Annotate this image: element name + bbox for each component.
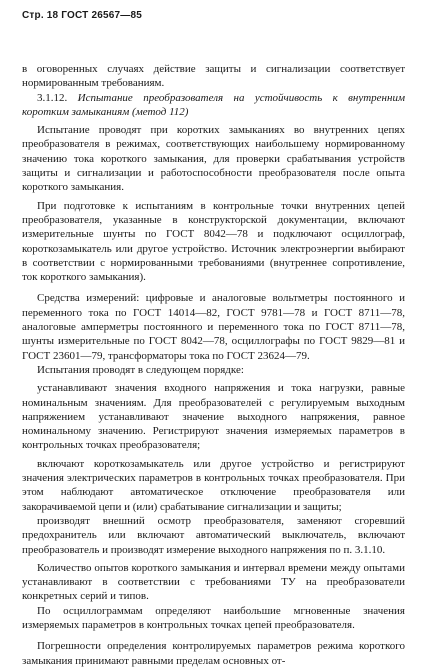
- paragraph-step-set-values: устанавливают значения входного напряжения и тока нагрузки, равные номинальным значениям. Для преобразователей с регулируемым выходным напряжением устанавливают значение выходного напряжения, равное номинальному значению. Регистрируют значения измеряемых параметров в контрольных точках преобразователя;: [22, 382, 405, 452]
- paragraph-test-purpose: Испытание проводят при коротких замыканиях во внутренних цепях преобразователя в режимах, соответствующих наибольшему нормированному значению тока короткого замыкания, для проверки срабатывания устройств защиты и сигнализации и работоспособности преобразователя после опыта короткого замыкания.: [22, 124, 405, 194]
- paragraph-preparation: При подготовке к испытаниям в контрольные точки внутренних цепей преобразователя, указанные в конструкторской документации, включают измерительные шунты по ГОСТ 8042—78 и подключают осциллограф, короткозамыкатель или другое устройство. Источник электроэнергии выбирают в соответствии с нормированными требованиями (внутреннее сопротивление, ток короткого замыкания).: [22, 199, 405, 284]
- paragraph-number-of-tests: Количество опытов короткого замыкания и интервал времени между опытами устанавливают в соответствии с требованиями ТУ на преобразователи конкретных серий и типов.: [22, 561, 405, 603]
- page-header: Стр. 18 ГОСТ 26567—85: [22, 10, 142, 21]
- section-title: Испытание преобразователя на устойчивость к внутренним коротким замыканиям (метод 112): [22, 91, 405, 118]
- paragraph-order: Испытания проводят в следующем порядке:: [37, 363, 244, 376]
- intro-paragraph: в оговоренных случаях действие защиты и сигнализации соответствует нормированным требованиям.: [22, 63, 405, 90]
- section-number: 3.1.12.: [37, 91, 68, 104]
- paragraph-errors: Погрешности определения контролируемых параметров режима короткого замыкания принимают равными пределам основных от-: [22, 640, 405, 667]
- paragraph-instruments: Средства измерений: цифровые и аналоговые вольтметры постоянного и переменного тока по ГОСТ 14014—82, ГОСТ 9781—78 и ГОСТ 8711—78, аналоговые амперметры постоянного и переменного тока по ГОСТ 8711—78, шунты измерительные по ГОСТ 8042—78, осциллографы по ГОСТ 9829—81 и ГОСТ 23601—79, трансформаторы тока по ГОСТ 23624—79.: [22, 292, 405, 362]
- paragraph-step-short-circuit: включают короткозамыкатель или другое устройство и регистрируют значения электрических параметров в контрольных точках преобразователя. При этом наблюдают автоматическое отключение преобразователя или закорачиваемой цепи и (или) срабатывание сигнализации и защиты;: [22, 457, 405, 513]
- paragraph-step-inspection: производят внешний осмотр преобразователя, заменяют сгоревший предохранитель или включают автоматический выключатель, включают преобразователь и производят измерение выходного напряжения по п. 3.1.10.: [22, 514, 405, 556]
- paragraph-oscillograms: По осциллограммам определяют наибольшие мгновенные значения измеряемых параметров в контрольных точках цепей преобразователя.: [22, 604, 405, 631]
- document-body: [22, 62, 405, 668]
- section-heading: [22, 91, 405, 120]
